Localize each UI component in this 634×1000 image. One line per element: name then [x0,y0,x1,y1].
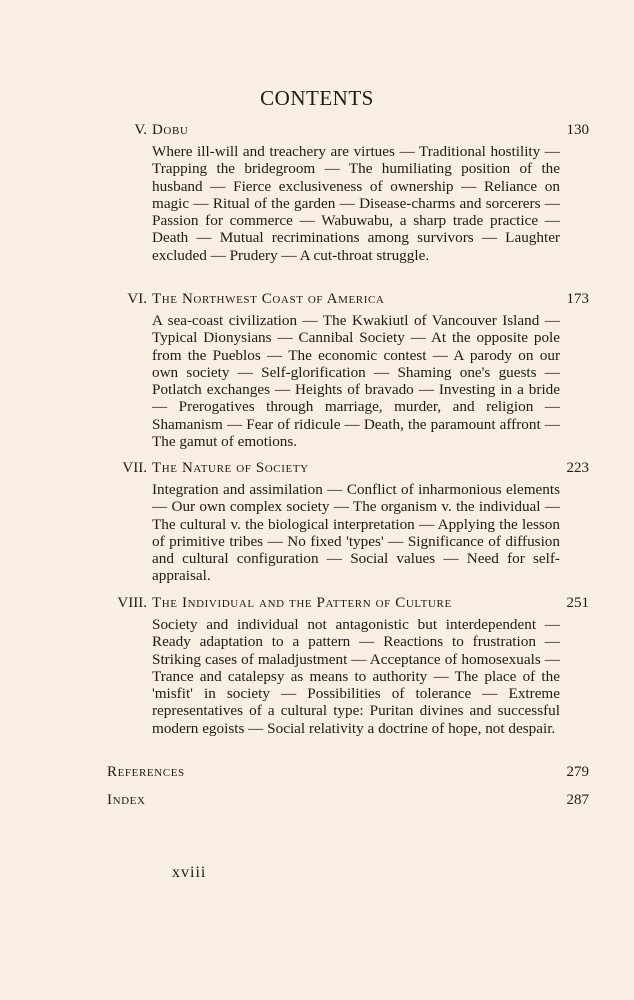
backmatter-entry-references [0,764,634,786]
chapter-description: Society and individual not antagonistic but interdependent — Ready adaptation to a pattern — Reactions to frustration — Striking cases of maladjustment — Acceptance of homosexuals — Trance and catalepsy as means to authority — The place of the 'misfit' in society — Possibilities of tolerance — Extreme representatives of a cultural type: Puritan divines and successful modern egoists — Social relativity a doctrine of hope, not despair. [152,616,560,737]
chapter-title: The Nature of Society [152,460,309,476]
chapter-description: A sea-coast civilization — The Kwakiutl of Vancouver Island — Typical Dionysians — Cannibal Society — At the opposite pole from the Pueblos — The economic contest — A parody on our own society — Self-glorification — Shaming one's guests — Potlatch exchanges — Heights of bravado — Investing in a bride — Prerogatives through marriage, murder, and religion — Shamanism — Fear of ridicule — Death, the paramount affront — The gamut of emotions. [152,312,560,451]
chapter-number: VI. [127,291,147,307]
chapter-page-number: 173 [566,291,589,307]
chapter-title: The Northwest Coast of America [152,291,385,307]
chapter-number: VII. [122,460,147,476]
page-title: CONTENTS [260,86,374,110]
chapter-heading [0,595,634,617]
backmatter-label: References [107,764,185,780]
chapter-description: Where ill-will and treachery are virtues — Traditional hostility — Trapping the bridegroom — The humiliating position of the husband — Fierce exclusiveness of ownership — Reliance on magic — Ritual of the garden — Disease-charms and sorcerers — Passion for commerce — Wabuwabu, a sharp trade practice — Death — Mutual recriminations among survivors — Laughter excluded — Prudery — A cut-throat struggle. [152,143,560,264]
chapter-title: The Individual and the Pattern of Culture [152,595,452,611]
chapter-heading [0,460,634,482]
chapter-number: VIII. [117,595,147,611]
chapter-heading [0,122,634,144]
backmatter-label: Index [107,792,146,808]
chapter-page-number: 251 [566,595,589,611]
chapter-entry-v [0,122,634,264]
chapter-entry-vii [0,460,634,585]
chapter-page-number: 130 [566,122,589,138]
chapter-title: Dobu [152,122,189,138]
page-folio: xviii [172,864,207,881]
backmatter-entry-index [0,792,634,814]
chapter-description: Integration and assimilation — Conflict of inharmonious elements — Our own complex society — The organism v. the individual — The cultural v. the biological interpretation — Applying the lesson of primitive tribes — No fixed 'types' — Significance of diffusion and cultural configuration — Social values — Need for self-appraisal. [152,481,560,585]
chapter-entry-vi [0,291,634,451]
chapter-entry-viii [0,595,634,737]
chapter-heading [0,291,634,313]
chapter-page-number: 223 [566,460,589,476]
chapter-number: V. [134,122,147,138]
backmatter-page-number: 279 [566,764,589,780]
backmatter-page-number: 287 [566,792,589,808]
